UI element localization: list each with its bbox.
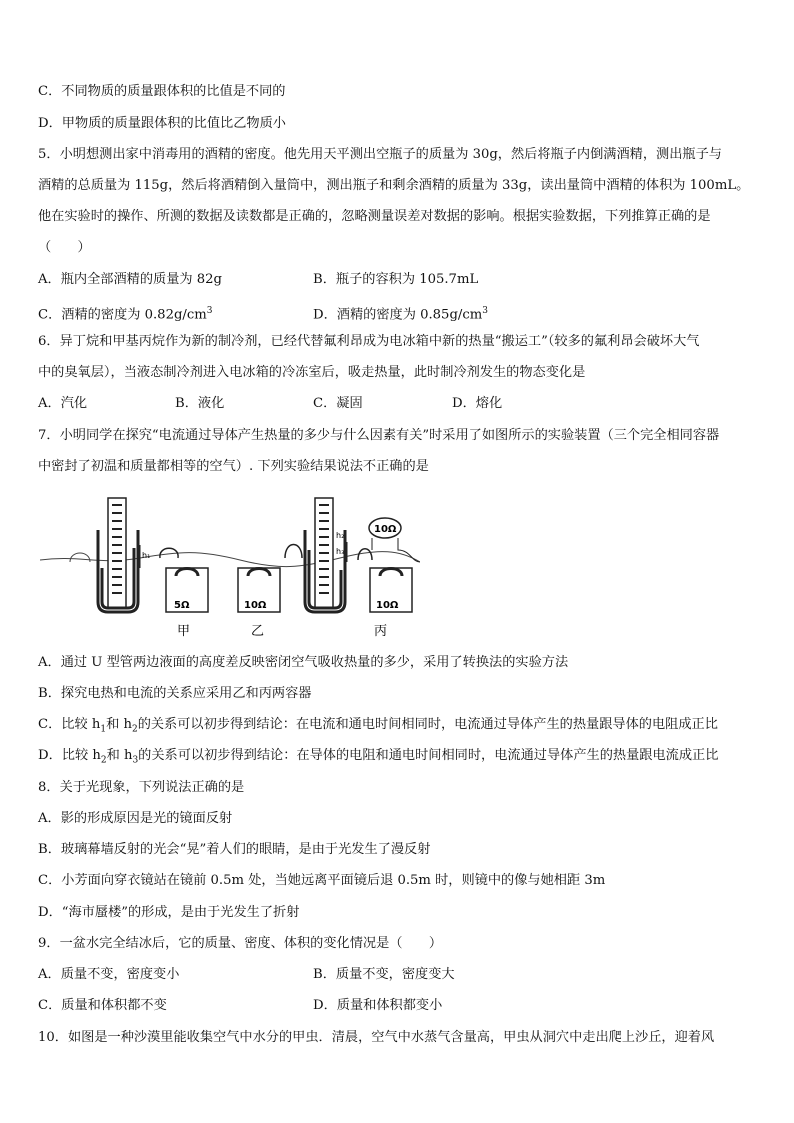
resistor-5-label: 5Ω bbox=[174, 600, 190, 611]
q7-c-part1: C．比较 h bbox=[38, 717, 101, 732]
q7-c-sub1: 1 bbox=[100, 724, 107, 735]
label-yi: 乙 bbox=[251, 624, 265, 639]
q4-option-d: D．甲物质的质量跟体积的比值比乙物质小 bbox=[38, 116, 286, 131]
q9-stem: 9．一盆水完全结冰后，它的质量、密度、体积的变化情况是（ ） bbox=[38, 936, 443, 951]
label-bing: 丙 bbox=[374, 624, 388, 639]
q8-option-c: C．小芳面向穿衣镜站在镜前 0.5m 处，当她远离平面镜后退 0.5m 时，则镜中的像与她相距 3m bbox=[38, 873, 606, 888]
q9-option-d: D．质量和体积都变小 bbox=[313, 998, 443, 1013]
container-jia bbox=[160, 548, 208, 612]
q5-option-b: B．瓶子的容积为 105.7mL bbox=[313, 272, 479, 287]
container-bing bbox=[358, 518, 420, 612]
q9-option-a: A．质量不变，密度变小 bbox=[38, 967, 180, 982]
q8-option-a: A．影的形成原因是光的镜面反射 bbox=[38, 811, 233, 826]
q6-option-d: D．熔化 bbox=[452, 396, 503, 411]
q9-option-b: B．质量不变，密度变大 bbox=[313, 967, 455, 982]
q8-stem: 8．关于光现象，下列说法正确的是 bbox=[38, 780, 245, 795]
q7-d-part2: 和 h bbox=[106, 748, 133, 763]
label-jia: 甲 bbox=[177, 624, 191, 639]
q7-d-sub1: 2 bbox=[100, 755, 107, 766]
q5-stem-line2: 酒精的总质量为 115g，然后将酒精倒入量筒中，测出瓶子和剩余酒精的质量为 33g，读出量筒中酒精的体积为 100mL。 bbox=[38, 178, 750, 193]
q8-option-b: B．玻璃幕墙反射的光会“晃”着人们的眼睛，是由于光发生了漫反射 bbox=[38, 842, 431, 857]
h2-label: h₂ bbox=[336, 531, 345, 540]
q7-d-sub2: 3 bbox=[132, 755, 139, 766]
q6-option-c: C．凝固 bbox=[313, 396, 363, 411]
q6-option-b: B．液化 bbox=[175, 396, 225, 411]
q5-option-d-sup: 3 bbox=[482, 306, 488, 316]
q7-stem-line1: 7．小明同学在探究“电流通过导体产生热量的多少与什么因素有关”时采用了如图所示的实验装置（三个完全相同容器 bbox=[38, 428, 720, 443]
q5-option-d-text: D．酒精的密度为 0.85g/cm bbox=[313, 307, 483, 323]
h3-label: h₃ bbox=[336, 547, 345, 556]
wire-loop bbox=[70, 553, 90, 562]
q7-option-a: A．通过 U 型管两边液面的高度差反映密闭空气吸收热量的多少，采用了转换法的实验方法 bbox=[38, 655, 569, 670]
q4-option-c: C．不同物质的质量跟体积的比值是不同的 bbox=[38, 84, 286, 99]
q7-option-d bbox=[38, 748, 718, 769]
q9-option-c: C．质量和体积都不变 bbox=[38, 998, 167, 1013]
container-yi bbox=[238, 568, 280, 612]
q5-option-c-sup: 3 bbox=[206, 306, 213, 316]
q6-option-a: A．汽化 bbox=[38, 396, 88, 411]
q5-option-c bbox=[38, 303, 212, 323]
q5-stem-line1: 5．小明想测出家中消毒用的酒精的密度。他先用天平测出空瓶子的质量为 30g，然后将瓶子内倒满酒精，测出瓶子与 bbox=[38, 147, 722, 162]
q5-answer-bracket: （ ） bbox=[38, 240, 91, 255]
q7-option-b: B．探究电热和电流的关系应采用乙和丙两容器 bbox=[38, 686, 312, 701]
q7-c-part3: 的关系可以初步得到结论：在电流和通电时间相同时，电流通过导体产生的热量跟导体的电阻成正比 bbox=[137, 717, 718, 732]
q5-option-a: A．瓶内全部酒精的质量为 82g bbox=[38, 272, 222, 287]
h1-label: h₁ bbox=[142, 551, 151, 560]
external-resistor-label: 10Ω bbox=[374, 524, 397, 535]
q6-stem-line1: 6．异丁烷和甲基丙烷作为新的制冷剂，已经代替氟利昂成为电冰箱中新的热量“搬运工”（较多的氟利昂会破坏大气 bbox=[38, 334, 700, 349]
q7-c-sub2: 2 bbox=[131, 724, 138, 735]
q7-d-part3: 的关系可以初步得到结论：在导体的电阻和通电时间相同时，电流通过导体产生的热量跟电流成正比 bbox=[138, 748, 719, 763]
u-tube-2 bbox=[285, 498, 347, 612]
q7-stem-line2: 中密封了初温和质量都相等的空气）. 下列实验结果说法不正确的是 bbox=[38, 459, 429, 474]
q5-stem-line3: 他在实验时的操作、所测的数据及读数都是正确的，忽略测量误差对数据的影响。根据实验数据，下列推算正确的是 bbox=[38, 209, 711, 224]
q7-experiment-figure bbox=[40, 490, 420, 640]
q7-option-c bbox=[38, 717, 718, 738]
u-tube-1 bbox=[98, 498, 150, 612]
q10-stem: 10．如图是一种沙漠里能收集空气中水分的甲虫．清晨，空气中水蒸气含量高，甲虫从洞穴中走出爬上沙丘，迎着风 bbox=[38, 1030, 715, 1045]
q8-option-d: D．“海市蜃楼”的形成，是由于光发生了折射 bbox=[38, 905, 300, 920]
q5-option-d bbox=[313, 303, 488, 323]
q6-stem-line2: 中的臭氧层），当液态制冷剂进入电冰箱的冷冻室后，吸走热量，此时制冷剂发生的物态变化是 bbox=[38, 365, 586, 380]
q5-option-c-text: C．酒精的密度为 0.82g/cm bbox=[38, 307, 207, 323]
q7-c-part2: 和 h bbox=[106, 717, 132, 732]
resistor-10-label: 10Ω bbox=[244, 600, 267, 611]
resistor-10b-label: 10Ω bbox=[376, 600, 399, 611]
q7-d-part1: D．比较 h bbox=[38, 748, 101, 763]
